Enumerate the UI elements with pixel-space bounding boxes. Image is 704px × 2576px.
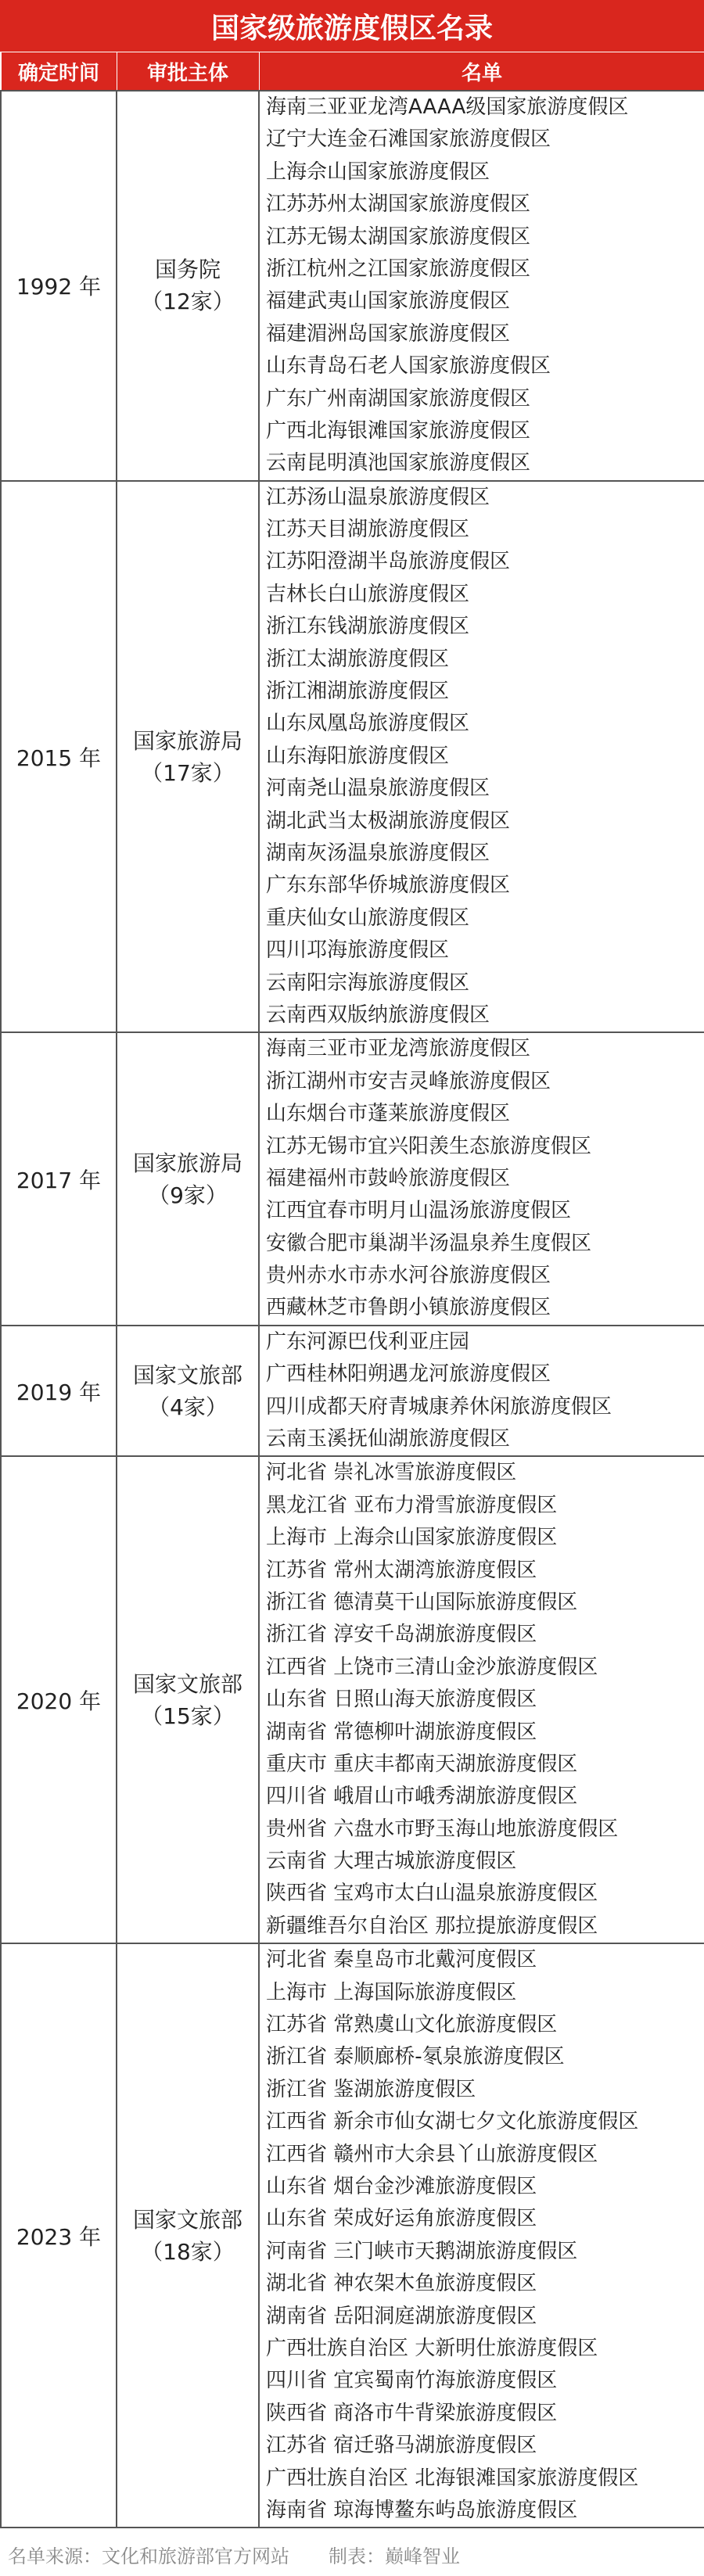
resort-name: 江苏苏州太湖国家旅游度假区 (266, 192, 531, 217)
table-row (1, 481, 704, 1033)
resort-name: 辽宁大连金石滩国家旅游度假区 (266, 127, 551, 152)
resort-name: 海南三亚亚龙湾AAAA级国家旅游度假区 (266, 95, 629, 119)
table-row (1, 1456, 704, 1943)
resort-name: 陕西省 商洛市牛背梁旅游度假区 (266, 2401, 558, 2425)
resort-name: 江苏省 宿迁骆马湖旅游度假区 (266, 2434, 537, 2458)
year-cell: 2017 年 (1, 1032, 117, 1326)
authority-name: 国家文旅部 (132, 1670, 242, 1697)
resort-name: 云南省 大理古城旅游度假区 (266, 1849, 517, 1874)
resort-name: 江西省 上饶市三清山金沙旅游度假区 (266, 1655, 598, 1679)
authority-count: （15家） (141, 1702, 235, 1729)
resort-name: 广西北海银滩国家旅游度假区 (266, 418, 531, 443)
header-time: 确定时间 (1, 52, 117, 91)
resort-name: 浙江杭州之江国家旅游度假区 (266, 257, 531, 281)
resort-name: 山东省 荣成好运角旅游度假区 (266, 2207, 537, 2231)
resort-name: 广东东部华侨城旅游度假区 (266, 874, 511, 898)
resort-name: 湖南灰汤温泉旅游度假区 (266, 841, 490, 865)
resort-name: 湖南省 岳阳洞庭湖旅游度假区 (266, 2304, 537, 2328)
resort-name: 山东凤凰岛旅游度假区 (266, 712, 470, 736)
resort-name: 广东广州南湖国家旅游度假区 (266, 386, 531, 411)
resort-name: 河南尧山温泉旅游度假区 (266, 777, 490, 801)
year-cell: 2019 年 (1, 1326, 117, 1457)
authority-count: （18家） (141, 2238, 235, 2265)
resort-name: 浙江省 鉴湖旅游度假区 (266, 2077, 476, 2101)
resort-name: 河北省 崇礼冰雪旅游度假区 (266, 1461, 517, 1485)
resort-name: 浙江东钱湖旅游度假区 (266, 615, 470, 639)
resort-name: 浙江省 淳安千岛湖旅游度假区 (266, 1623, 537, 1647)
header-names: 名单 (259, 52, 704, 91)
table-row (1, 1943, 704, 2528)
table-header-row (1, 52, 704, 91)
resort-name: 广西桂林阳朔遇龙河旅游度假区 (266, 1362, 551, 1387)
resort-name: 湖南省 常德柳叶湖旅游度假区 (266, 1720, 537, 1744)
resort-name: 上海市 上海佘山国家旅游度假区 (266, 1526, 558, 1550)
resort-name: 上海佘山国家旅游度假区 (266, 160, 490, 184)
resort-name: 山东青岛石老人国家旅游度假区 (266, 354, 551, 379)
resort-name: 吉林长白山旅游度假区 (266, 582, 470, 606)
names-cell (259, 481, 704, 1033)
year-cell: 2015 年 (1, 481, 117, 1033)
resort-name: 云南玉溪抚仙湖旅游度假区 (266, 1427, 511, 1451)
resort-name: 海南三亚市亚龙湾旅游度假区 (266, 1037, 531, 1061)
resort-name: 广西壮族自治区 大新明仕旅游度假区 (266, 2336, 598, 2360)
table-body (1, 91, 704, 2528)
resort-name: 河南省 三门峡市天鹅湖旅游度假区 (266, 2239, 578, 2263)
resort-name: 重庆仙女山旅游度假区 (266, 906, 470, 930)
resort-name: 江苏无锡太湖国家旅游度假区 (266, 224, 531, 249)
resort-name: 云南昆明滇池国家旅游度假区 (266, 451, 531, 475)
resort-name: 浙江省 泰顺廊桥-氡泉旅游度假区 (266, 2045, 565, 2069)
names-cell (259, 1456, 704, 1943)
authority-count: （17家） (141, 759, 235, 786)
resort-name: 海南省 琼海博鳌东屿岛旅游度假区 (266, 2498, 578, 2522)
names-cell (259, 1943, 704, 2528)
resort-name: 江苏天目湖旅游度假区 (266, 518, 470, 542)
resort-name: 云南阳宗海旅游度假区 (266, 970, 470, 995)
names-cell (259, 1032, 704, 1326)
resort-name: 福建福州市鼓岭旅游度假区 (266, 1166, 511, 1190)
authority-cell (117, 481, 259, 1033)
footer (0, 2532, 704, 2576)
resort-name: 湖北省 神农架木鱼旅游度假区 (266, 2272, 537, 2296)
footer-maker: 制表：巅峰智业 (329, 2545, 460, 2567)
names-cell (259, 1326, 704, 1457)
authority-cell (117, 1326, 259, 1457)
resort-name: 陕西省 宝鸡市太白山温泉旅游度假区 (266, 1882, 598, 1906)
authority-count: （12家） (141, 289, 235, 315)
year-cell: 2023 年 (1, 1943, 117, 2528)
names-cell (259, 91, 704, 481)
resort-name: 浙江湘湖旅游度假区 (266, 680, 450, 704)
resort-name: 重庆市 重庆丰都南天湖旅游度假区 (266, 1752, 578, 1776)
authority-cell (117, 1943, 259, 2528)
resort-name: 广西壮族自治区 北海银滩国家旅游度假区 (266, 2466, 639, 2490)
resort-name: 广东河源巴伐利亚庄园 (266, 1329, 470, 1354)
resort-name: 浙江太湖旅游度假区 (266, 647, 450, 671)
resort-name: 江西省 新余市仙女湖七夕文化旅游度假区 (266, 2110, 639, 2134)
year-cell: 2020 年 (1, 1456, 117, 1943)
page-title: 国家级旅游度假区名录 (0, 0, 704, 52)
resort-name: 四川成都天府青城康养休闲旅游度假区 (266, 1394, 612, 1419)
table-row (1, 1032, 704, 1326)
resort-name: 四川邛海旅游度假区 (266, 938, 450, 963)
authority-count: （9家） (148, 1182, 228, 1208)
resort-name: 安徽合肥市巢湖半汤温泉养生度假区 (266, 1231, 592, 1255)
resort-name: 山东海阳旅游度假区 (266, 744, 450, 768)
footer-source: 名单来源：文化和旅游部官方网站 (8, 2545, 289, 2567)
authority-cell (117, 1456, 259, 1943)
resort-name: 浙江省 德清莫干山国际旅游度假区 (266, 1590, 578, 1614)
authority-count: （4家） (148, 1394, 228, 1420)
resort-name: 江西宜春市明月山温汤旅游度假区 (266, 1199, 572, 1223)
resort-name: 江苏汤山温泉旅游度假区 (266, 485, 490, 509)
resort-name: 江苏无锡市宜兴阳羡生态旅游度假区 (266, 1134, 592, 1158)
resort-name: 河北省 秦皇岛市北戴河度假区 (266, 1948, 537, 1972)
authority-name: 国家文旅部 (132, 1362, 242, 1388)
resort-name: 四川省 宜宾蜀南竹海旅游度假区 (266, 2369, 558, 2393)
resort-name: 山东省 烟台金沙滩旅游度假区 (266, 2175, 537, 2198)
resort-name: 贵州赤水市赤水河谷旅游度假区 (266, 1264, 551, 1288)
authority-name: 国家文旅部 (132, 2206, 242, 2233)
resort-name: 江苏省 常州太湖湾旅游度假区 (266, 1558, 537, 1582)
resort-name: 江苏阳澄湖半岛旅游度假区 (266, 550, 511, 574)
authority-cell (117, 91, 259, 481)
resort-name: 山东省 日照山海天旅游度假区 (266, 1688, 537, 1712)
resort-name: 江西省 赣州市大余县丫山旅游度假区 (266, 2142, 598, 2166)
authority-name: 国务院 (154, 257, 221, 283)
resort-name: 上海市 上海国际旅游度假区 (266, 1980, 517, 2004)
resort-name: 山东烟台市蓬莱旅游度假区 (266, 1102, 511, 1126)
table-row (1, 91, 704, 481)
resort-name: 贵州省 六盘水市野玉海山地旅游度假区 (266, 1817, 619, 1841)
header-authority: 审批主体 (117, 52, 259, 91)
resort-name: 四川省 峨眉山市峨秀湖旅游度假区 (266, 1785, 578, 1809)
resort-name: 新疆维吾尔自治区 那拉提旅游度假区 (266, 1914, 598, 1938)
year-cell: 1992 年 (1, 91, 117, 481)
resort-name: 浙江湖州市安吉灵峰旅游度假区 (266, 1069, 551, 1093)
resort-name: 黑龙江省 亚布力滑雪旅游度假区 (266, 1493, 558, 1517)
authority-name: 国家旅游局 (132, 727, 242, 754)
resort-name: 福建武夷山国家旅游度假区 (266, 289, 511, 314)
authority-cell (117, 1032, 259, 1326)
resort-name: 云南西双版纳旅游度假区 (266, 1003, 490, 1027)
authority-name: 国家旅游局 (132, 1150, 242, 1176)
resort-name: 福建湄洲岛国家旅游度假区 (266, 321, 511, 346)
resort-name: 湖北武当太极湖旅游度假区 (266, 809, 511, 833)
resort-name: 江苏省 常熟虞山文化旅游度假区 (266, 2013, 558, 2037)
resort-name: 西藏林芝市鲁朗小镇旅游度假区 (266, 1296, 551, 1320)
resort-list-table (0, 52, 704, 2528)
table-row (1, 1326, 704, 1457)
